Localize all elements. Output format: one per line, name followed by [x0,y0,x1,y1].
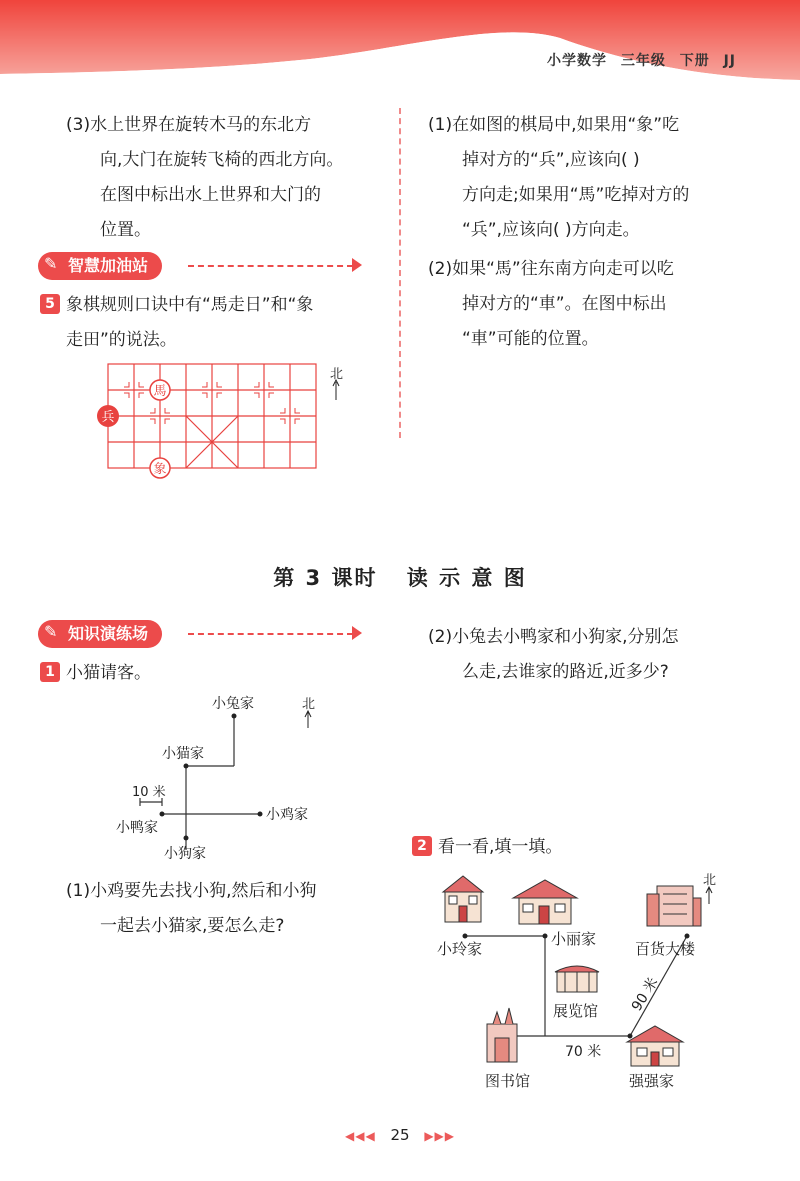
north-arrow-icon [305,711,311,728]
q2-line: “車”可能的位置。 [462,329,599,349]
problem-2 [412,830,752,865]
p5-line: 走田”的说法。 [66,330,177,350]
q2-line: 么走,去谁家的路近,近多少? [462,662,669,682]
elephant-label: 象 [153,462,167,477]
qiang-dot [628,1034,633,1039]
horse-label: 馬 [153,384,167,399]
horse-piece [150,380,170,400]
problem-5 [40,288,380,358]
problem-number-badge: 1 [40,662,60,682]
north-label: 北 [302,697,316,712]
li-house-icon [513,880,577,924]
q1-line: 一起去小猫家,要怎么走? [100,916,285,936]
left-q3 [66,108,386,248]
scale-label: 10 米 [132,785,166,800]
north-label: 北 [703,873,717,888]
q1-line: 方向走;如果用“馬”吃掉对方的 [462,185,690,205]
label-library: 图书馆 [485,1072,531,1090]
label-rabbit-home: 小兔家 [212,696,254,712]
soldier-piece [97,405,119,427]
li-dot [543,934,548,939]
label-ling-home: 小玲家 [437,940,483,958]
q2-line: (2)小兔去小鸭家和小狗家,分别怎 [428,627,679,647]
north-arrow-icon [706,887,712,904]
p2-title: 看一看,填一填。 [438,837,563,857]
north-label: 北 [330,367,344,382]
ling-house-icon [443,876,483,922]
q1-line: (1)在如图的棋局中,如果用“象”吃 [428,115,680,135]
banner-tag [38,252,162,280]
label-exhibition-hall: 展览馆 [553,1002,599,1020]
label-department-store: 百货大楼 [635,940,696,958]
duck-dot [160,812,165,817]
banner-arrow-icon [352,258,362,272]
soldier-label: 兵 [101,410,115,425]
library-building-icon [487,1008,517,1062]
banner-label: 知识演练场 [68,624,149,643]
label-duck-home: 小鸭家 [116,820,158,836]
right-q1 [428,108,768,248]
page-number: 25 [390,1126,410,1144]
label-cat-home: 小猫家 [162,746,204,762]
left-q1-bottom [66,874,396,944]
banner-tag [38,620,162,648]
q2-line: 掉对方的“車”。在图中标出 [462,294,667,314]
cat-dot [184,764,189,769]
problem-1 [40,656,380,691]
banner-line [188,633,353,635]
banner-label: 智慧加油站 [68,256,149,275]
store-dot [685,934,690,939]
lesson-number: 第 3 课时 [273,566,378,590]
banner-arrow-icon [352,626,362,640]
q3-line: 向,大门在旋转飞椅的西北方向。 [100,150,344,170]
qiang-house-icon [627,1026,683,1066]
banner-wisdom [38,252,368,280]
q1-line: (1)小鸡要先去找小狗,然后和小狗 [66,881,317,901]
header-grade: 三年级 [620,53,666,69]
header-subject: 小学数学 [546,53,607,69]
distance-70: 70 米 [565,1044,602,1060]
label-li-home: 小丽家 [551,930,597,948]
north-arrow-icon [333,380,339,400]
distance-90: 90 米 [628,974,662,1015]
lesson-title [0,562,800,592]
label-dog-home: 小狗家 [164,846,206,862]
elephant-piece [150,458,170,478]
map-cat-party [100,690,340,870]
problem-number-badge: 2 [412,836,432,856]
flag-icon: ✎ [44,622,58,641]
label-qiang-home: 强强家 [629,1072,675,1090]
store-building-icon [647,886,701,926]
map-neighborhood [425,864,745,1104]
header-edition: JJ [723,53,736,69]
q1-line: “兵”,应该向( )方向走。 [462,220,640,240]
next-arrows-icon: ▶▶▶ [424,1129,456,1143]
p5-line: 象棋规则口诀中有“馬走日”和“象 [66,295,314,315]
header-band [0,0,800,95]
p1-title: 小猫请客。 [66,663,151,683]
page-footer [0,1126,800,1144]
chess-board [92,360,352,480]
banner-line [188,265,353,267]
problem-number-badge: 5 [40,294,60,314]
right-q2-bottom [428,620,768,690]
lesson-name: 读 示 意 图 [406,566,527,590]
q3-line: 在图中标出水上世界和大门的 [100,185,321,205]
q3-line: (3)水上世界在旋转木马的东北方 [66,115,312,135]
label-chicken-home: 小鸡家 [266,807,308,823]
banner-practice [38,620,368,648]
header-volume: 下册 [679,53,710,69]
ling-dot [463,934,468,939]
right-q2 [428,252,768,357]
hall-building-icon [555,966,599,992]
chicken-dot [258,812,263,817]
rabbit-dot [232,714,237,719]
q2-line: (2)如果“馬”往东南方向走可以吃 [428,259,674,279]
q3-line: 位置。 [100,220,151,240]
prev-arrows-icon: ◀◀◀ [344,1129,376,1143]
column-divider [399,108,401,438]
q1-line: 掉对方的“兵”,应该向( ) [462,150,640,170]
dog-dot [184,836,189,841]
header-info [547,50,736,70]
flag-icon: ✎ [44,254,58,273]
